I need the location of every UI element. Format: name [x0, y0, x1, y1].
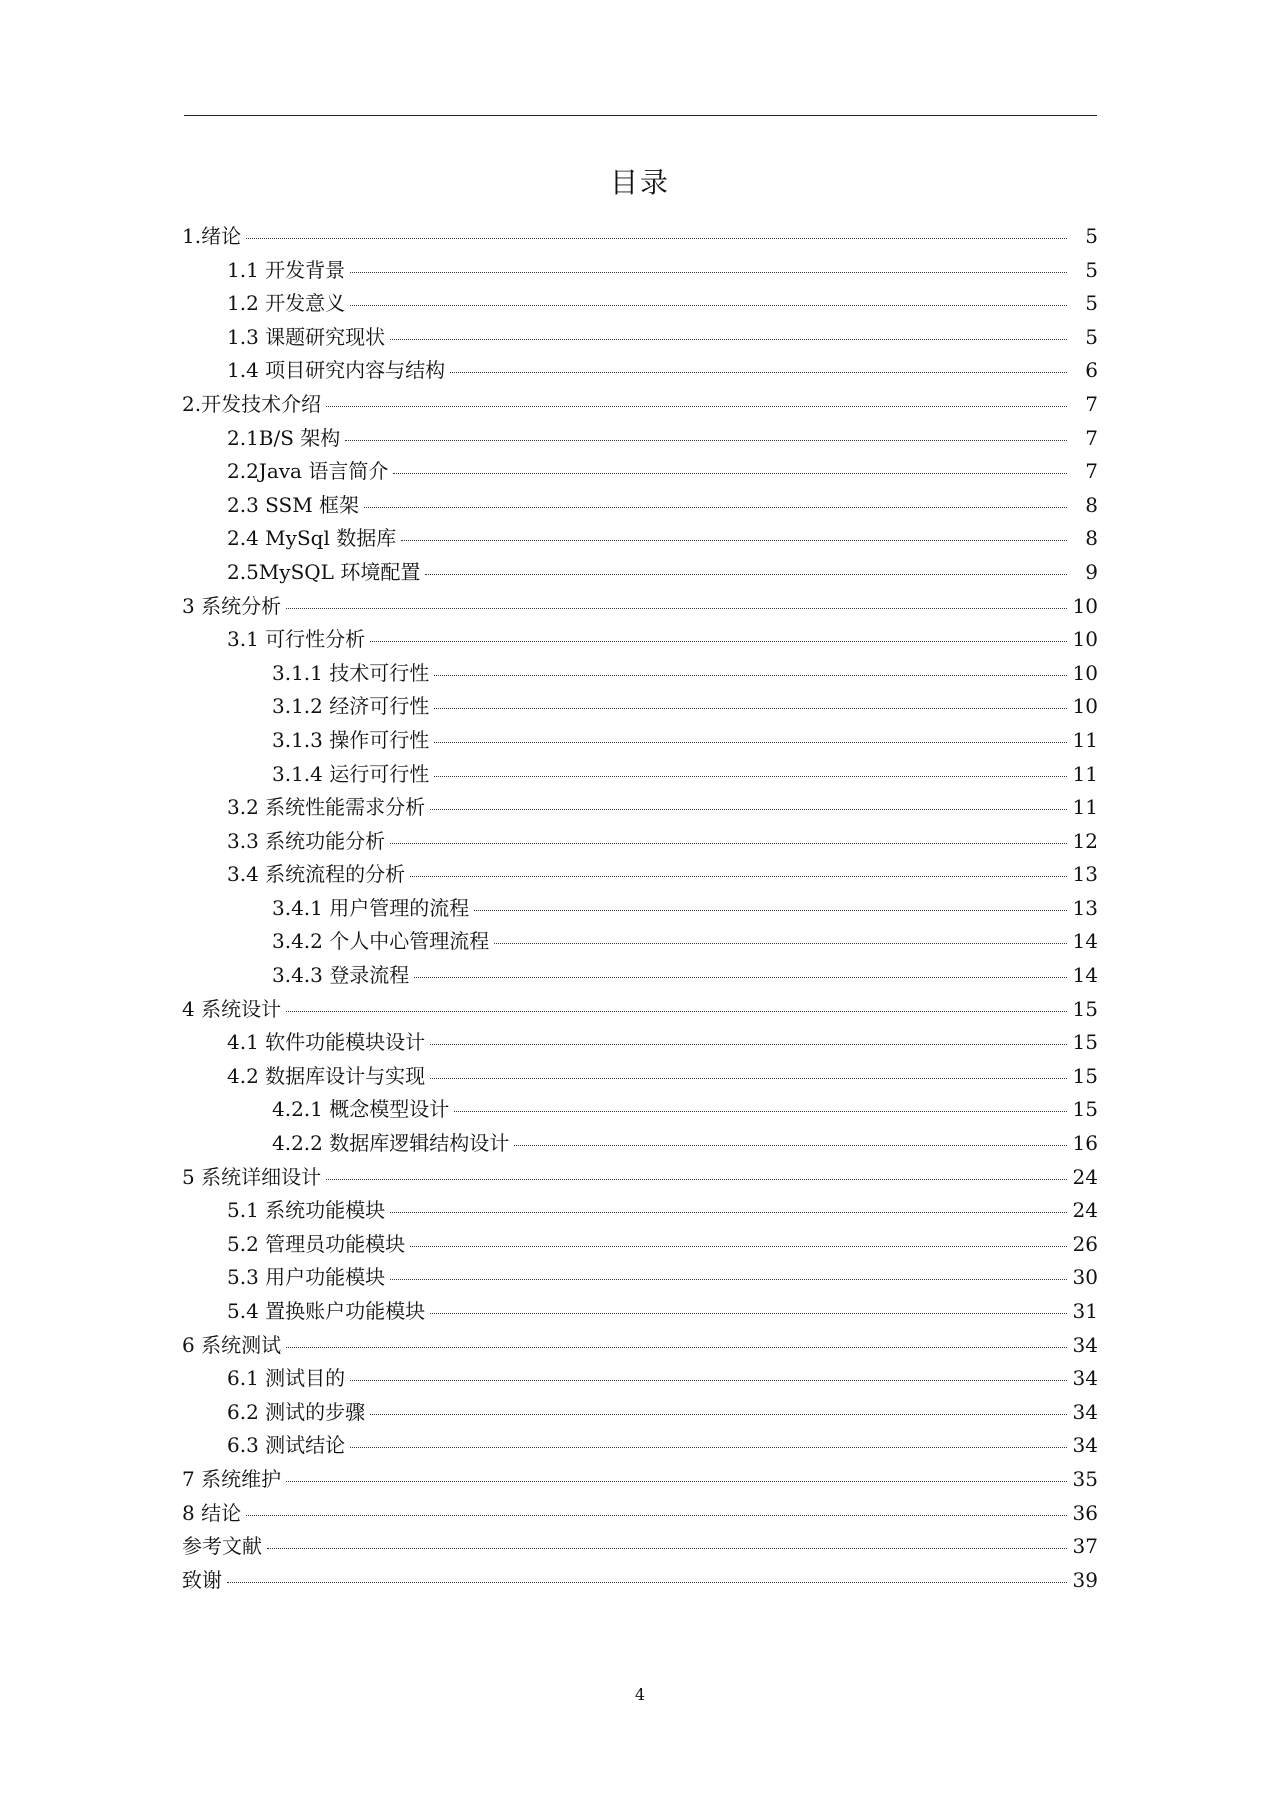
toc-entry-page: 26: [1072, 1231, 1098, 1256]
toc-entry-label: 3 系统分析: [182, 593, 282, 618]
toc-entry[interactable]: [182, 1261, 1098, 1295]
toc-entry-page: 7: [1085, 425, 1098, 450]
toc-entry[interactable]: [182, 1497, 1098, 1531]
dot-leader: [430, 1043, 1067, 1045]
dot-leader: [410, 1245, 1067, 1247]
toc-entry[interactable]: [182, 1429, 1098, 1463]
toc-entry[interactable]: [182, 1093, 1098, 1127]
dot-leader: [246, 1514, 1067, 1516]
dot-leader: [410, 875, 1067, 877]
toc-entry-page: 13: [1072, 862, 1098, 887]
toc-entry-page: 11: [1072, 727, 1098, 752]
dot-leader: [430, 808, 1067, 810]
toc-entry[interactable]: [182, 489, 1098, 523]
dot-leader: [390, 1211, 1067, 1213]
toc-entry[interactable]: [182, 422, 1098, 456]
toc-entry[interactable]: [182, 220, 1098, 254]
toc-entry-page: 31: [1072, 1299, 1098, 1323]
toc-entry-label: 3.1.4 运行可行性: [272, 761, 430, 786]
toc-entry-page: 7: [1085, 391, 1098, 416]
toc-entry-page: 5: [1085, 324, 1098, 349]
toc-entry-label: 3.4.1 用户管理的流程: [272, 895, 470, 920]
dot-leader: [450, 371, 1067, 373]
toc-entry-label: 3.4.2 个人中心管理流程: [272, 929, 490, 954]
toc-entry-label: 4.1 软件功能模块设计: [227, 1030, 426, 1055]
toc-entry-label: 2.3 SSM 框架: [227, 492, 360, 517]
dot-leader: [414, 976, 1067, 978]
toc-entry-page: 8: [1085, 492, 1098, 517]
toc-entry-page: 15: [1072, 1030, 1098, 1055]
toc-entry[interactable]: [182, 791, 1098, 825]
dot-leader: [286, 1480, 1067, 1482]
toc-entry[interactable]: [182, 825, 1098, 859]
dot-leader: [434, 775, 1067, 777]
dot-leader: [227, 1581, 1067, 1583]
toc-entry-page: 15: [1072, 996, 1098, 1021]
dot-leader: [370, 1413, 1067, 1415]
toc-entry-label: 参考文献: [182, 1534, 262, 1559]
page-title: 目录: [609, 166, 670, 199]
toc-entry-page: 8: [1085, 526, 1098, 551]
toc-entry[interactable]: [182, 1530, 1098, 1564]
page-number: 4: [634, 1685, 646, 1704]
dot-leader: [326, 405, 1067, 407]
dot-leader: [390, 338, 1067, 340]
toc-entry-page: 10: [1072, 627, 1098, 652]
dot-leader: [434, 707, 1067, 709]
toc-entry-label: 3.1.3 操作可行性: [272, 727, 430, 752]
toc-entry-label: 4 系统设计: [182, 996, 282, 1021]
dot-leader: [350, 1379, 1067, 1381]
toc-entry-page: 12: [1072, 828, 1098, 853]
dot-leader: [370, 640, 1067, 642]
toc-entry[interactable]: [182, 388, 1098, 422]
dot-leader: [390, 842, 1067, 844]
toc-entry-label: 3.4.3 登录流程: [272, 963, 410, 988]
toc-entry[interactable]: [182, 1463, 1098, 1497]
toc-entry-page: 15: [1072, 1097, 1098, 1122]
toc-entry-page: 6: [1085, 358, 1098, 383]
toc-entry[interactable]: [182, 522, 1098, 556]
toc-entry-label: 8 结论: [182, 1500, 242, 1525]
toc-entry-page: 5: [1085, 257, 1098, 282]
dot-leader: [393, 472, 1067, 474]
toc-entry-label: 4.2 数据库设计与实现: [227, 1063, 426, 1088]
toc-entry-page: 11: [1072, 795, 1098, 820]
toc-entry[interactable]: [182, 623, 1098, 657]
toc-entry-page: 37: [1072, 1534, 1098, 1559]
toc-entry-page: 34: [1072, 1366, 1098, 1391]
toc-entry-label: 5.2 管理员功能模块: [227, 1231, 406, 1256]
toc-entry[interactable]: [182, 1329, 1098, 1363]
toc-entry-page: 14: [1072, 929, 1098, 954]
toc-entry-page: 5: [1085, 291, 1098, 316]
toc-entry-label: 3.1 可行性分析: [227, 627, 366, 652]
toc-entry-label: 1.绪论: [182, 224, 242, 248]
toc-entry-label: 3.1.1 技术可行性: [272, 660, 430, 685]
dot-leader: [350, 271, 1067, 273]
dot-leader: [434, 674, 1067, 676]
toc-entry-page: 30: [1072, 1265, 1098, 1290]
toc-entry-label: 1.1 开发背景: [227, 257, 346, 282]
toc-entry[interactable]: [182, 354, 1098, 388]
toc-entry[interactable]: [182, 1161, 1098, 1195]
dot-leader: [345, 439, 1067, 441]
toc-entry-label: 5.3 用户功能模块: [227, 1265, 386, 1290]
table-of-contents: [182, 220, 1098, 1597]
toc-entry-label: 6.3 测试结论: [227, 1433, 346, 1458]
dot-leader: [350, 304, 1067, 306]
dot-leader: [401, 539, 1067, 541]
toc-entry-label: 3.4 系统流程的分析: [227, 862, 406, 887]
toc-entry[interactable]: [182, 1362, 1098, 1396]
toc-entry-label: 1.2 开发意义: [227, 291, 346, 316]
toc-entry-label: 2.5MySQL 环境配置: [227, 559, 421, 584]
toc-entry-page: 34: [1072, 1433, 1098, 1458]
toc-entry-page: 7: [1085, 459, 1098, 484]
toc-entry[interactable]: [182, 1026, 1098, 1060]
toc-entry-page: 15: [1072, 1063, 1098, 1088]
dot-leader: [390, 1278, 1067, 1280]
toc-entry-page: 24: [1072, 1164, 1098, 1189]
toc-entry-label: 2.4 MySql 数据库: [227, 526, 397, 551]
toc-entry[interactable]: [182, 993, 1098, 1027]
toc-entry-page: 34: [1072, 1399, 1098, 1424]
dot-leader: [434, 741, 1067, 743]
toc-entry[interactable]: [182, 1127, 1098, 1161]
toc-entry-label: 2.2Java 语言简介: [227, 459, 389, 484]
toc-entry[interactable]: [182, 287, 1098, 321]
toc-entry[interactable]: [182, 959, 1098, 993]
toc-entry-page: 39: [1072, 1567, 1098, 1592]
toc-entry[interactable]: [182, 1295, 1098, 1329]
toc-entry-page: 10: [1072, 660, 1098, 685]
dot-leader: [514, 1144, 1067, 1146]
toc-entry-label: 6 系统测试: [182, 1332, 282, 1357]
toc-entry[interactable]: [182, 724, 1098, 758]
dot-leader: [454, 1110, 1067, 1112]
toc-entry-page: 16: [1072, 1131, 1098, 1156]
dot-leader: [364, 506, 1067, 508]
dot-leader: [430, 1312, 1067, 1314]
toc-entry-label: 6.2 测试的步骤: [227, 1399, 366, 1424]
toc-entry[interactable]: [182, 254, 1098, 288]
toc-entry[interactable]: [182, 321, 1098, 355]
toc-entry-label: 4.2.2 数据库逻辑结构设计: [272, 1131, 510, 1156]
toc-entry-page: 9: [1085, 559, 1098, 584]
toc-entry[interactable]: [182, 1228, 1098, 1262]
toc-entry-label: 5.1 系统功能模块: [227, 1198, 386, 1223]
toc-entry[interactable]: [182, 758, 1098, 792]
toc-entry-label: 3.3 系统功能分析: [227, 828, 386, 853]
toc-entry-page: 10: [1072, 694, 1098, 719]
toc-entry[interactable]: [182, 925, 1098, 959]
dot-leader: [286, 1346, 1067, 1348]
toc-entry-label: 2.1B/S 架构: [227, 425, 341, 450]
toc-entry-label: 4.2.1 概念模型设计: [272, 1097, 450, 1122]
dot-leader: [425, 573, 1067, 575]
header-rule: [184, 115, 1097, 116]
toc-entry[interactable]: [182, 1194, 1098, 1228]
toc-entry-label: 3.1.2 经济可行性: [272, 694, 430, 719]
toc-entry[interactable]: [182, 1396, 1098, 1430]
dot-leader: [267, 1547, 1067, 1549]
toc-entry-label: 1.4 项目研究内容与结构: [227, 358, 446, 383]
toc-entry[interactable]: [182, 892, 1098, 926]
toc-entry-label: 6.1 测试目的: [227, 1366, 346, 1391]
toc-entry[interactable]: [182, 1564, 1098, 1598]
dot-leader: [326, 1178, 1067, 1180]
toc-entry[interactable]: [182, 657, 1098, 691]
toc-entry-label: 5.4 置换账户功能模块: [227, 1299, 426, 1323]
dot-leader: [246, 237, 1067, 239]
toc-entry-page: 34: [1072, 1332, 1098, 1357]
toc-entry-page: 11: [1072, 761, 1098, 786]
toc-entry[interactable]: [182, 556, 1098, 590]
toc-entry-label: 1.3 课题研究现状: [227, 324, 386, 349]
toc-entry-page: 24: [1072, 1198, 1098, 1223]
toc-entry-page: 35: [1072, 1466, 1098, 1491]
toc-entry-page: 13: [1072, 895, 1098, 920]
toc-entry[interactable]: [182, 690, 1098, 724]
dot-leader: [350, 1446, 1067, 1448]
toc-entry[interactable]: [182, 590, 1098, 624]
toc-entry-page: 5: [1085, 224, 1098, 248]
dot-leader: [286, 607, 1067, 609]
dot-leader: [430, 1077, 1067, 1079]
toc-entry[interactable]: [182, 1060, 1098, 1094]
toc-entry-label: 2.开发技术介绍: [182, 391, 322, 416]
dot-leader: [494, 942, 1067, 944]
toc-entry-page: 14: [1072, 963, 1098, 988]
toc-entry-page: 36: [1072, 1500, 1098, 1525]
toc-entry[interactable]: [182, 858, 1098, 892]
dot-leader: [474, 909, 1067, 911]
toc-entry-label: 致谢: [182, 1567, 222, 1592]
toc-entry-label: 7 系统维护: [182, 1466, 282, 1491]
dot-leader: [286, 1010, 1067, 1012]
toc-entry-label: 3.2 系统性能需求分析: [227, 795, 426, 820]
toc-entry-label: 5 系统详细设计: [182, 1164, 322, 1189]
toc-entry[interactable]: [182, 455, 1098, 489]
toc-entry-page: 10: [1072, 593, 1098, 618]
